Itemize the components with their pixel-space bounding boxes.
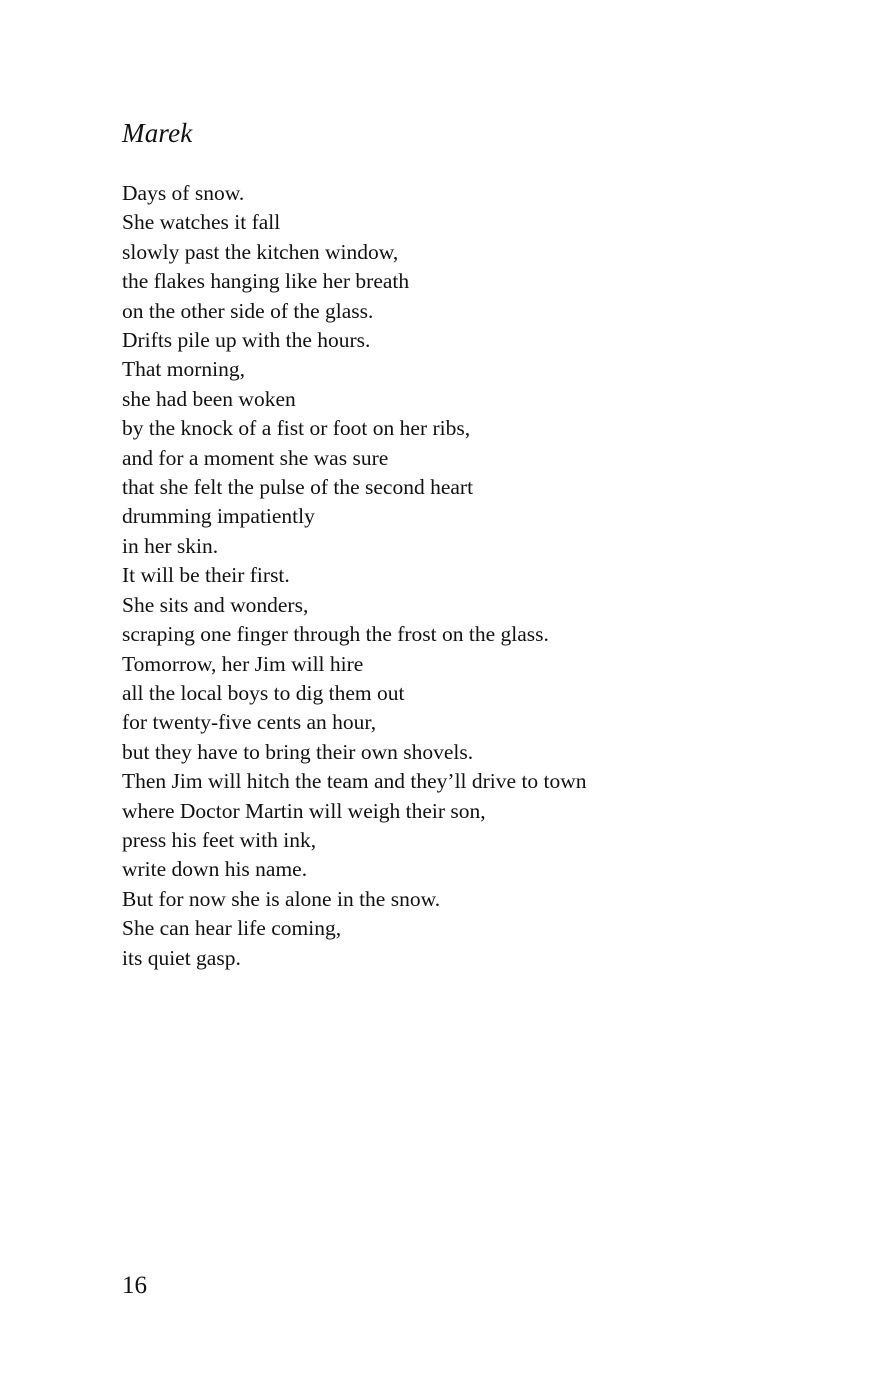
poem-line: its quiet gasp. (122, 945, 241, 970)
poem-body (122, 179, 587, 973)
poem-line: scraping one finger through the frost on the glass. (122, 622, 549, 647)
poem-line: Then Jim will hitch the team and they’ll drive to town (122, 769, 587, 794)
poem-line: and for a moment she was sure (122, 445, 389, 470)
poem-line: for twenty-five cents an hour, (122, 710, 377, 735)
poem-line: in her skin. (122, 533, 219, 558)
poem-line: She sits and wonders, (122, 592, 309, 617)
poem-line: slowly past the kitchen window, (122, 239, 399, 264)
poem-line: write down his name. (122, 857, 308, 882)
poem-line: where Doctor Martin will weigh their son, (122, 798, 486, 823)
page-number: 16 (122, 1272, 147, 1299)
poem-title: Marek (122, 118, 193, 148)
poem-line: she had been woken (122, 386, 296, 411)
poem-line: She watches it fall (122, 210, 281, 235)
poem-line: by the knock of a fist or foot on her ribs, (122, 416, 471, 441)
poem-line: on the other side of the glass. (122, 298, 374, 323)
poem-line: That morning, (122, 357, 246, 382)
poem-line: She can hear life coming, (122, 916, 342, 941)
poem-line: press his feet with ink, (122, 827, 317, 852)
poem-line: But for now she is alone in the snow. (122, 886, 441, 911)
poem-line: Tomorrow, her Jim will hire (122, 651, 364, 676)
poem-line: that she felt the pulse of the second heart (122, 475, 474, 500)
poem-line: all the local boys to dig them out (122, 680, 405, 705)
poem-line: It will be their first. (122, 563, 290, 588)
poem-line: but they have to bring their own shovels. (122, 739, 474, 764)
poem-line: Drifts pile up with the hours. (122, 328, 371, 353)
poem-line: the flakes hanging like her breath (122, 269, 410, 294)
poem-line: drumming impatiently (122, 504, 315, 529)
poem-line: Days of snow. (122, 181, 245, 205)
